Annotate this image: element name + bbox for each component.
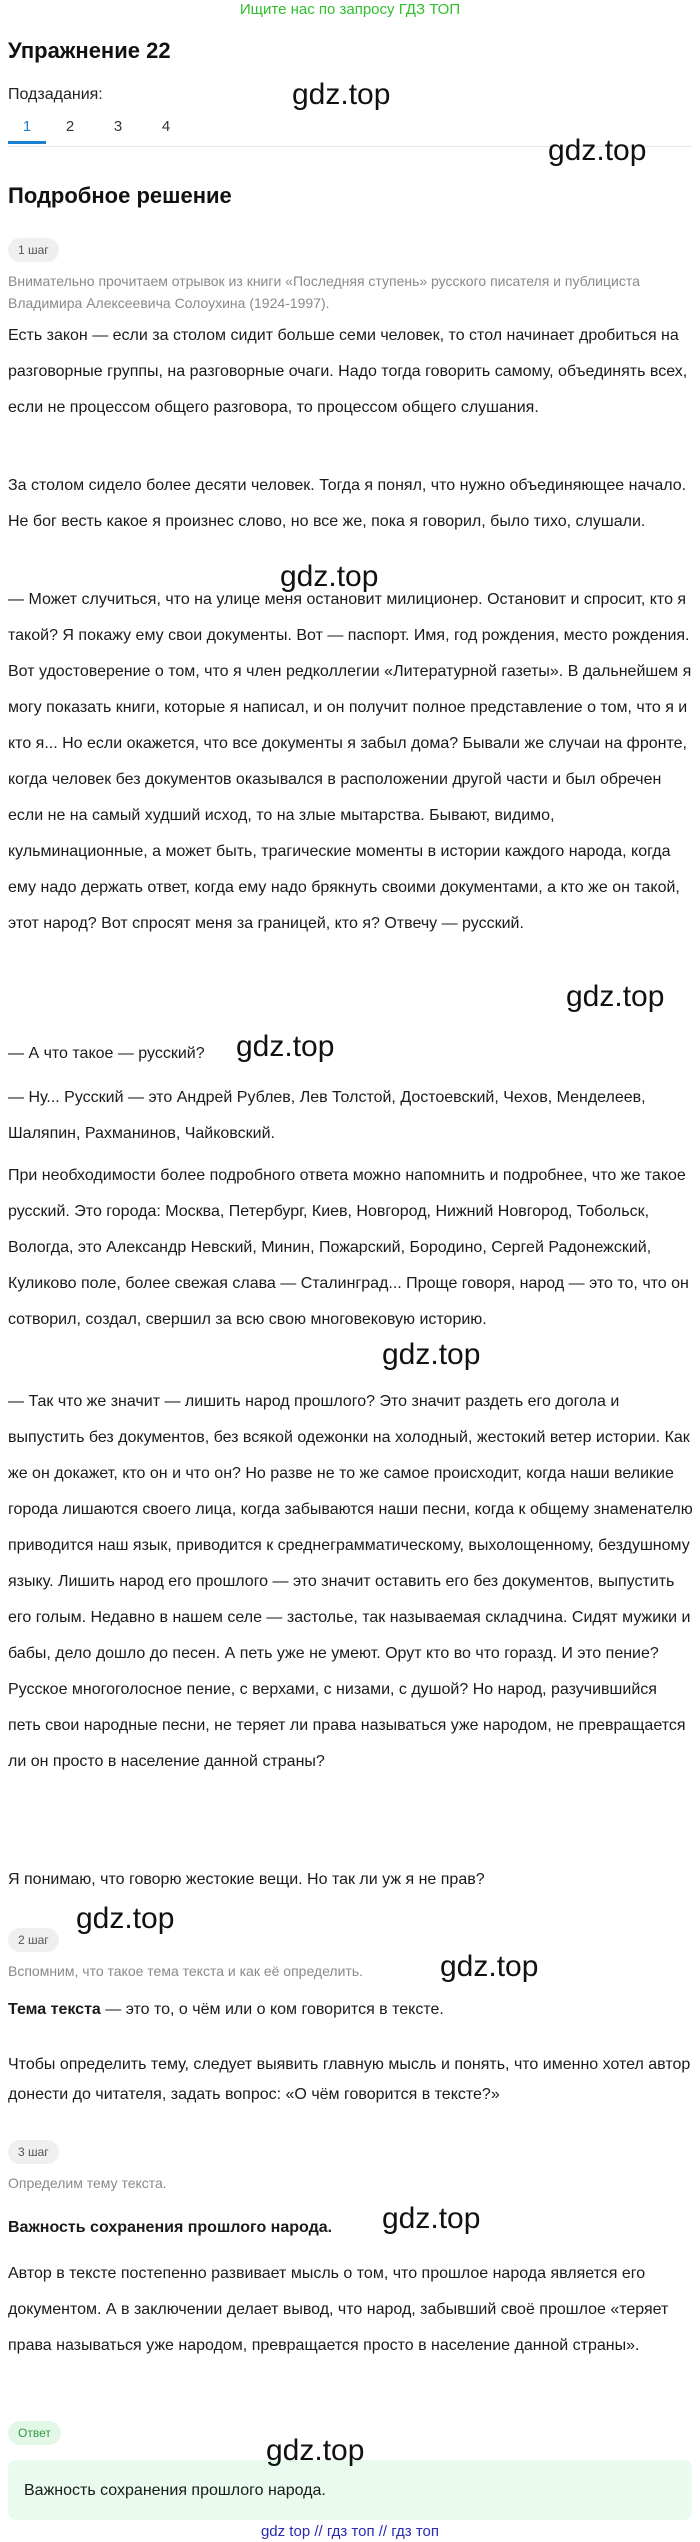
answer-badge: Ответ <box>8 2421 61 2445</box>
watermark: gdz.top <box>266 2434 365 2467</box>
footer-links[interactable]: gdz top // гдз топ // гдз топ <box>260 2523 440 2540</box>
term-definition: — это то, о чём или о ком говорится в тексте. <box>100 2001 444 2018</box>
watermark: gdz.top <box>440 1950 539 1983</box>
text-paragraph: — Так что же значит — лишить народ прошлого? Это значит раздеть его догола и выпустить без документов, без всякой одежонки на холодный, жестокий ветер истории. Как же он докажет, кто он и что он? Но разве не то же самое происходит, когда наши великие города лишаются своего лица, когда забываются наши песни, когда к общему знаменателю приводится наш язык, приводится к среднеграмматическому, выхолощенному, бездушному языку. Лишить народ его прошлого — это значит оставить его без документов, выпустить его голым. Недавно в нашем селе — застолье, так называемая складчина. Сидят мужики и бабы, дело дошло до песен. А петь уже не умеют. Орут кто во что горазд. И это пение? Русское многоголосное пение, с верхами, с низами, с душой? Но народ, разучившийся петь свои народные песни, не теряет ли права называться уже народом, не превращается ли он просто в население данной страны? <box>8 1393 693 1770</box>
text-paragraph: За столом сидело более десяти человек. Тогда я понял, что нужно объединяющее начало. Не бог весть какое я произнес слово, но все же, пока я говорил, было тихо, слушали. <box>8 477 687 530</box>
theme-heading: Важность сохранения прошлого народа. <box>8 2219 333 2236</box>
subtask-tabs <box>8 114 190 144</box>
exercise-title: Упражнение 22 <box>8 38 171 63</box>
text-paragraph: При необходимости более подробного ответа можно напомнить и подробнее, что же такое русский. Это города: Москва, Петербург, Киев, Новгород, Нижний Новгород, Тобольск, Вологда, это Александр Невский, Минин, Пожарский, Бородино, Сергей Радонежский, Куликово поле, более свежая слава — Сталинград... Проще говоря, народ — это то, что он сотворил, создал, свершил за всю свою многовековую историю. <box>8 1167 689 1328</box>
term-label: Тема текста <box>8 2001 101 2018</box>
step-intro-1: Внимательно прочитаем отрывок из книги «Последняя ступень» русского писателя и публициста Владимира Алексеевича Солоухина (1924-1997). <box>8 273 640 311</box>
step-badge-3: 3 шаг <box>8 2140 59 2164</box>
text-paragraph: Есть закон — если за столом сидит больше семи человек, то стол начинает дробиться на разговорные группы, на разговорные очаги. Надо тогда говорить самому, объединять всех, если не процессом общего разговора, то процессом общего слушания. <box>8 327 688 416</box>
theme-definition <box>8 1992 694 2028</box>
step-intro-3: Определим тему текста. <box>8 2175 167 2191</box>
text-paragraph: — Ну... Русский — это Андрей Рублев, Лев Толстой, Достоевский, Чехов, Менделеев, Шаляпин, Рахманинов, Чайковский. <box>8 1089 646 1142</box>
watermark: gdz.top <box>76 1902 175 1935</box>
watermark: gdz.top <box>548 134 647 167</box>
step-intro-2: Вспомним, что такое тема текста и как её определить. <box>8 1963 364 1979</box>
text-paragraph: Чтобы определить тему, следует выявить главную мысль и понять, что именно хотел автор донести до читателя, задать вопрос: «О чём говорится в тексте?» <box>8 2056 691 2103</box>
subtasks-label: Подзадания: <box>8 86 103 103</box>
text-paragraph: Автор в тексте постепенно развивает мысль о том, что прошлое народа является его документом. А в заключении делает вывод, что народ, забывший своё прошлое «теряет права называться уже народом, превращается просто в население данной страны». <box>8 2265 669 2354</box>
text-paragraph: — Может случиться, что на улице меня остановит милиционер. Остановит и спросит, кто я такой? Я покажу ему свои документы. Вот — паспорт. Имя, год рождения, место рождения. Вот удостоверение о том, что я член редколлегии «Литературной газеты». В дальнейшем я могу показать книги, которые я написал, и он получит полное представление о том, что я и кто я... Но если окажется, что все документы я забыл дома? Бывали же случаи на фронте, когда человек без документов оказывался в расположении другой части и был обречен если не на самый худший исход, то на злые мытарства. Бывают, видимо, кульминационные, а может быть, трагические моменты в истории каждого народа, когда ему надо держать ответ, когда ему надо брякнуть своими документами, а кто же он такой, этот народ? Вот спросят меня за границей, кто я? Отвечу — русский. <box>8 591 692 932</box>
subtask-tab-4[interactable]: 4 <box>161 118 171 135</box>
text-paragraph: Я понимаю, что говорю жестокие вещи. Но так ли уж я не прав? <box>8 1871 485 1888</box>
subtask-tab-3[interactable]: 3 <box>113 118 123 135</box>
watermark: gdz.top <box>292 78 391 111</box>
watermark: gdz.top <box>280 560 379 593</box>
watermark: gdz.top <box>382 2202 481 2235</box>
section-title: Подробное решение <box>8 183 232 208</box>
subtask-tab-2[interactable]: 2 <box>65 118 75 135</box>
watermark: gdz.top <box>382 1338 481 1371</box>
step-badge-2: 2 шаг <box>8 1928 59 1952</box>
watermark: gdz.top <box>236 1030 335 1063</box>
step-badge-1: 1 шаг <box>8 238 59 262</box>
answer-text: Важность сохранения прошлого народа. <box>24 2482 326 2499</box>
subtask-tab-1[interactable]: 1 <box>8 114 46 144</box>
watermark: gdz.top <box>566 980 665 1013</box>
search-banner: Ищите нас по запросу ГДЗ ТОП <box>239 1 461 18</box>
text-paragraph: — А что такое — русский? <box>8 1045 205 1062</box>
